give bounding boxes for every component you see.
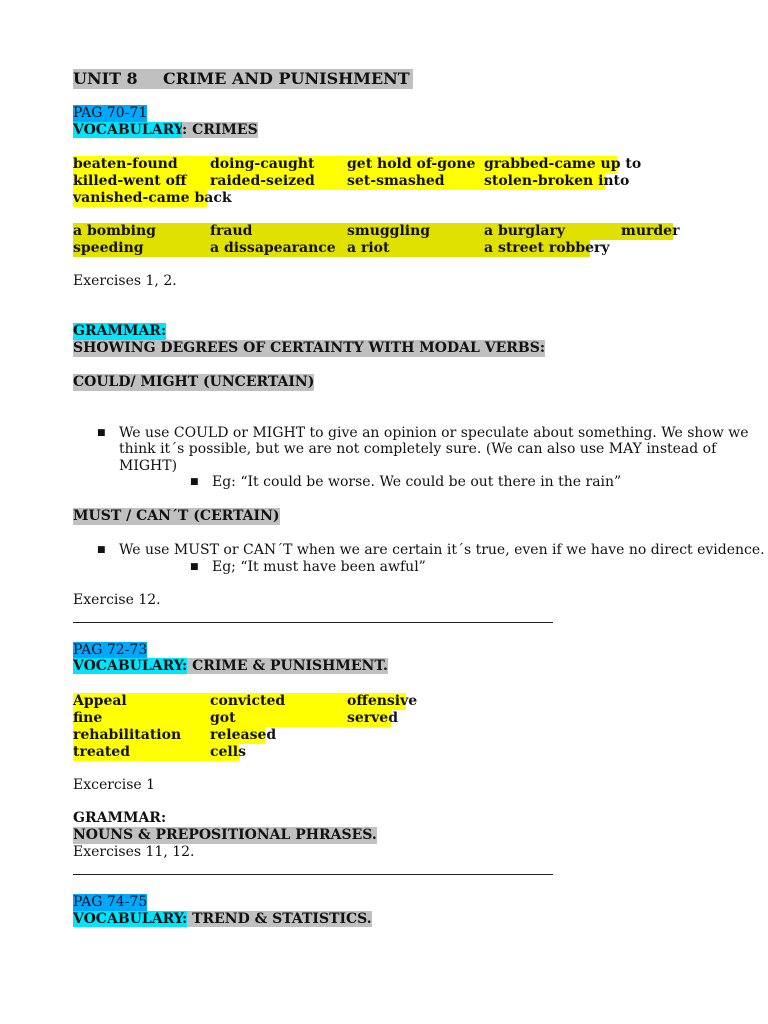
table-cell: doing-caught [210, 156, 315, 172]
vocab-label: VOCABULARY [73, 122, 183, 138]
vocab-heading-crimes [73, 122, 258, 139]
table-cell: beaten-found [73, 156, 178, 172]
vocab-topic: TREND & STATISTICS. [187, 911, 372, 927]
bullet-icon: ■ [97, 428, 106, 438]
table-cell: a riot [347, 240, 390, 256]
table-cell: offensive [347, 693, 418, 709]
vocab-topic: CRIME & PUNISHMENT. [187, 658, 388, 674]
table-cell: murder [621, 223, 680, 239]
table-cell: raided-seized [210, 173, 315, 189]
certain-heading: MUST / CAN´T (CERTAIN) [73, 508, 280, 524]
vocab-heading-trend [73, 911, 372, 928]
table-cell: treated [73, 744, 130, 760]
page-range-72-73: PAG 72-73 [73, 642, 148, 658]
grammar-label: GRAMMAR: [73, 323, 167, 339]
vocab-label: VOCABULARY: [73, 658, 188, 674]
table-cell: a burglary [484, 223, 565, 239]
exercises-line: Exercises 1, 2. [73, 273, 177, 289]
table-cell: fraud [210, 223, 253, 239]
table-cell: a bombing [73, 223, 156, 239]
uncertain-text-line-3: MIGHT) [119, 458, 178, 474]
table-cell: set-smashed [347, 173, 445, 189]
table-cell: a street robbery [484, 240, 610, 256]
table-cell: a dissapearance [210, 240, 336, 256]
section-divider [73, 874, 553, 875]
bullet-icon: ■ [97, 545, 106, 555]
table-cell: served [347, 710, 398, 726]
page-range-74-75: PAG 74-75 [73, 894, 148, 910]
unit-number: UNIT 8 [73, 69, 138, 88]
grammar-exercises-line: Exercises 11, 12. [73, 844, 195, 860]
uncertain-example: Eg: “It could be worse. We could be out there in the rain” [212, 474, 622, 490]
uncertain-text-line-2: think it´s possible, but we are not completely sure. (We can also use MAY instead of [119, 441, 717, 457]
vocab-colon: : [182, 122, 193, 138]
uncertain-heading: COULD/ MIGHT (UNCERTAIN) [73, 374, 315, 390]
excercise-1-line: Excercise 1 [73, 777, 156, 793]
table-cell: convicted [210, 693, 286, 709]
table-cell: smuggling [347, 223, 431, 239]
table-cell: grabbed-came up to [484, 156, 642, 172]
sub-bullet-icon: ■ [190, 477, 199, 487]
vocab-label: VOCABULARY: [73, 911, 188, 927]
table-cell: stolen-broken into [484, 173, 630, 189]
page-range-70-71: PAG 70-71 [73, 105, 148, 121]
grammar-heading-2: NOUNS & PREPOSITIONAL PHRASES. [73, 827, 377, 843]
table-cell: vanished-came back [73, 190, 232, 206]
unit-title: CRIME AND PUNISHMENT [163, 69, 410, 88]
table-cell: get hold of-gone [347, 156, 476, 172]
table-cell: released [210, 727, 277, 743]
exercise-12-line: Exercise 12. [73, 592, 161, 608]
grammar-label-2: GRAMMAR: [73, 810, 167, 826]
vocab-heading-crime-punishment [73, 658, 388, 675]
table-cell: got [210, 710, 236, 726]
table-cell: Appeal [73, 693, 127, 709]
table-cell: cells [210, 744, 246, 760]
section-divider [73, 622, 553, 623]
vocab-topic: CRIMES [192, 122, 258, 138]
sub-bullet-icon: ■ [190, 562, 199, 572]
uncertain-text-line-1: We use COULD or MIGHT to give an opinion or speculate about something. We show we [119, 425, 749, 441]
table-cell: fine [73, 710, 103, 726]
certain-example: Eg; “It must have been awful” [212, 559, 426, 575]
table-cell: rehabilitation [73, 727, 182, 743]
certain-text: We use MUST or CAN´T when we are certain it´s true, even if we have no direct evidence. [119, 542, 765, 558]
table-cell: speeding [73, 240, 144, 256]
grammar-heading: SHOWING DEGREES OF CERTAINTY WITH MODAL VERBS: [73, 340, 546, 356]
table-cell: killed-went off [73, 173, 187, 189]
